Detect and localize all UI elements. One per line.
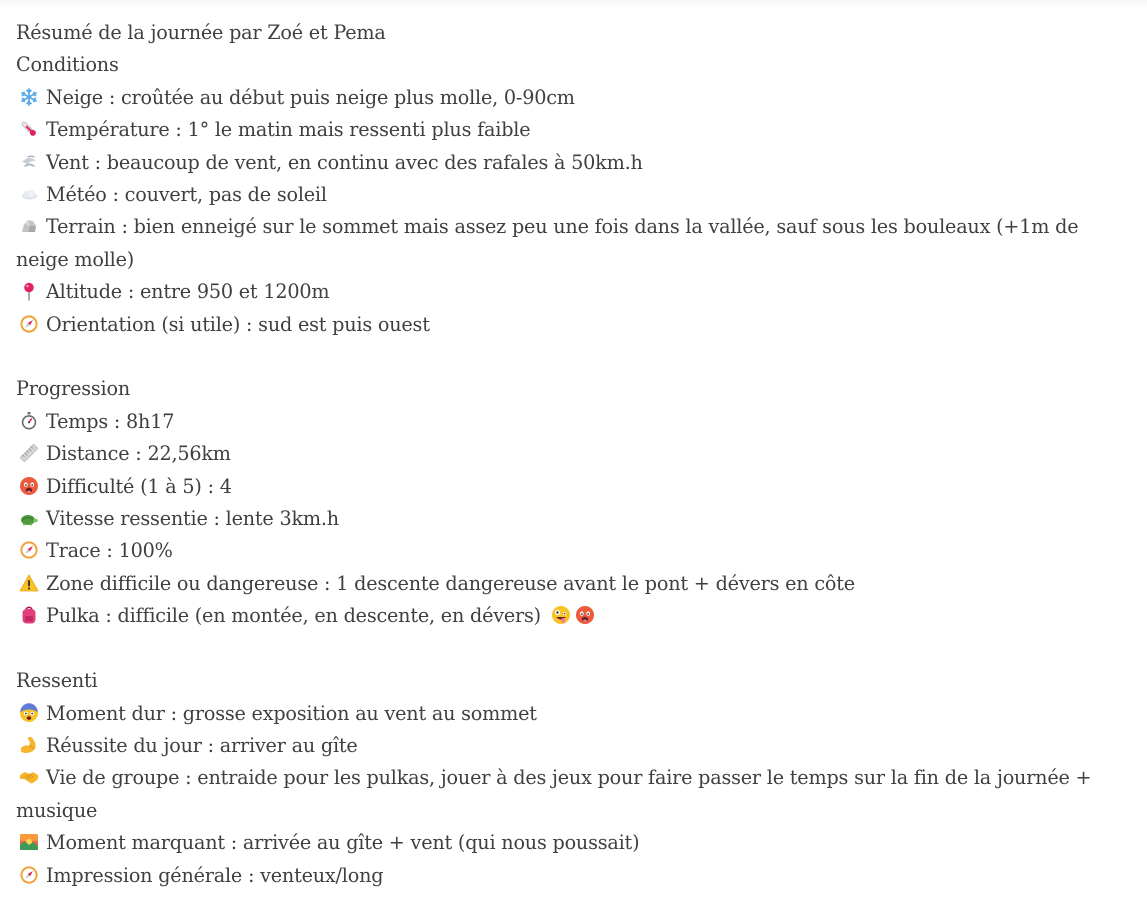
handshake-icon	[19, 767, 39, 787]
list-item-altitude	[16, 276, 1131, 308]
cloud-icon	[19, 184, 39, 204]
section-heading-ressenti: Ressenti	[16, 669, 98, 693]
wind-icon	[19, 152, 39, 172]
list-item-text: Vent : beaucoup de vent, en continu avec des rafales à 50km.h	[46, 150, 643, 174]
backpack-icon	[19, 605, 39, 625]
list-item-text: Moment dur : grosse exposition au vent au sommet	[46, 701, 537, 725]
list-item-pulka	[16, 600, 1131, 632]
zany-face-icon	[551, 605, 571, 625]
list-item-text: Temps : 8h17	[46, 409, 175, 433]
list-item-moment-dur	[16, 698, 1131, 730]
compass-icon	[19, 540, 39, 560]
list-item-text: Vitesse ressentie : lente 3km.h	[46, 507, 339, 531]
list-item-text: Température : 1° le matin mais ressenti plus faible	[46, 118, 531, 142]
list-item-text: Moment marquant : arrivée au gîte + vent (qui nous poussait)	[46, 831, 640, 855]
fearful-face-icon	[19, 703, 39, 723]
list-item-impression	[16, 860, 1131, 892]
list-item-difficulte	[16, 471, 1131, 503]
pushpin-icon	[19, 281, 39, 301]
section-heading-conditions: Conditions	[16, 53, 119, 77]
document-title: Résumé de la journée par Zoé et Pema	[16, 21, 386, 44]
compass-icon	[19, 314, 39, 334]
list-item-text: Orientation (si utile) : sud est puis ouest	[46, 312, 430, 336]
thermometer-icon	[19, 119, 39, 139]
list-item-text: Vie de groupe : entraide pour les pulkas, jouer à des jeux pour faire passer le temps sur la fin de la journée + musique	[16, 766, 1092, 822]
list-item-text: Trace : 100%	[46, 539, 173, 563]
warning-icon	[19, 573, 39, 593]
list-item-text: Pulka : difficile (en montée, en descente, en dévers)	[46, 604, 541, 628]
flexed-biceps-icon	[19, 735, 39, 755]
list-item-orientation	[16, 309, 1131, 341]
list-item-vitesse	[16, 503, 1131, 535]
list-item-text: Neige : croûtée au début puis neige plus molle, 0-90cm	[46, 85, 575, 109]
compass-icon	[19, 865, 39, 885]
list-item-moment-marquant	[16, 827, 1131, 859]
list-item-zone-difficile	[16, 568, 1131, 600]
sunrise-icon	[19, 832, 39, 852]
list-item-text: Distance : 22,56km	[46, 442, 231, 466]
section-heading-progression: Progression	[16, 377, 130, 401]
turtle-icon	[19, 508, 39, 528]
list-item-text: Terrain : bien enneigé sur le sommet mais assez peu une fois dans la vallée, sauf sous les bouleaux (+1m de neige molle)	[16, 215, 1079, 271]
day-summary-document	[16, 17, 1131, 892]
list-item-text: Impression générale : venteux/long	[46, 863, 384, 887]
spacer	[16, 341, 1131, 373]
list-item-vie-de-groupe	[16, 762, 1131, 827]
top-shadow-bar	[0, 0, 1147, 8]
stopwatch-icon	[19, 411, 39, 431]
list-item-vent	[16, 147, 1131, 179]
list-item-meteo	[16, 179, 1131, 211]
list-item-distance	[16, 438, 1131, 470]
spacer	[16, 633, 1131, 665]
list-item-text: Difficulté (1 à 5) : 4	[46, 474, 232, 498]
list-item-temps	[16, 406, 1131, 438]
ruler-icon	[19, 443, 39, 463]
list-item-temperature	[16, 114, 1131, 146]
list-item-neige	[16, 82, 1131, 114]
hot-face-icon	[19, 476, 39, 496]
list-item-text: Zone difficile ou dangereuse : 1 descente dangereuse avant le pont + dévers en côte	[46, 571, 855, 595]
rock-icon	[19, 216, 39, 236]
list-item-reussite	[16, 730, 1131, 762]
list-item-text: Réussite du jour : arriver au gîte	[46, 733, 358, 757]
list-item-text: Météo : couvert, pas de soleil	[46, 183, 327, 207]
snowflake-icon	[19, 87, 39, 107]
list-item-text: Altitude : entre 950 et 1200m	[46, 280, 330, 304]
list-item-terrain	[16, 211, 1131, 276]
hot-face-icon	[575, 605, 595, 625]
list-item-trace	[16, 535, 1131, 567]
